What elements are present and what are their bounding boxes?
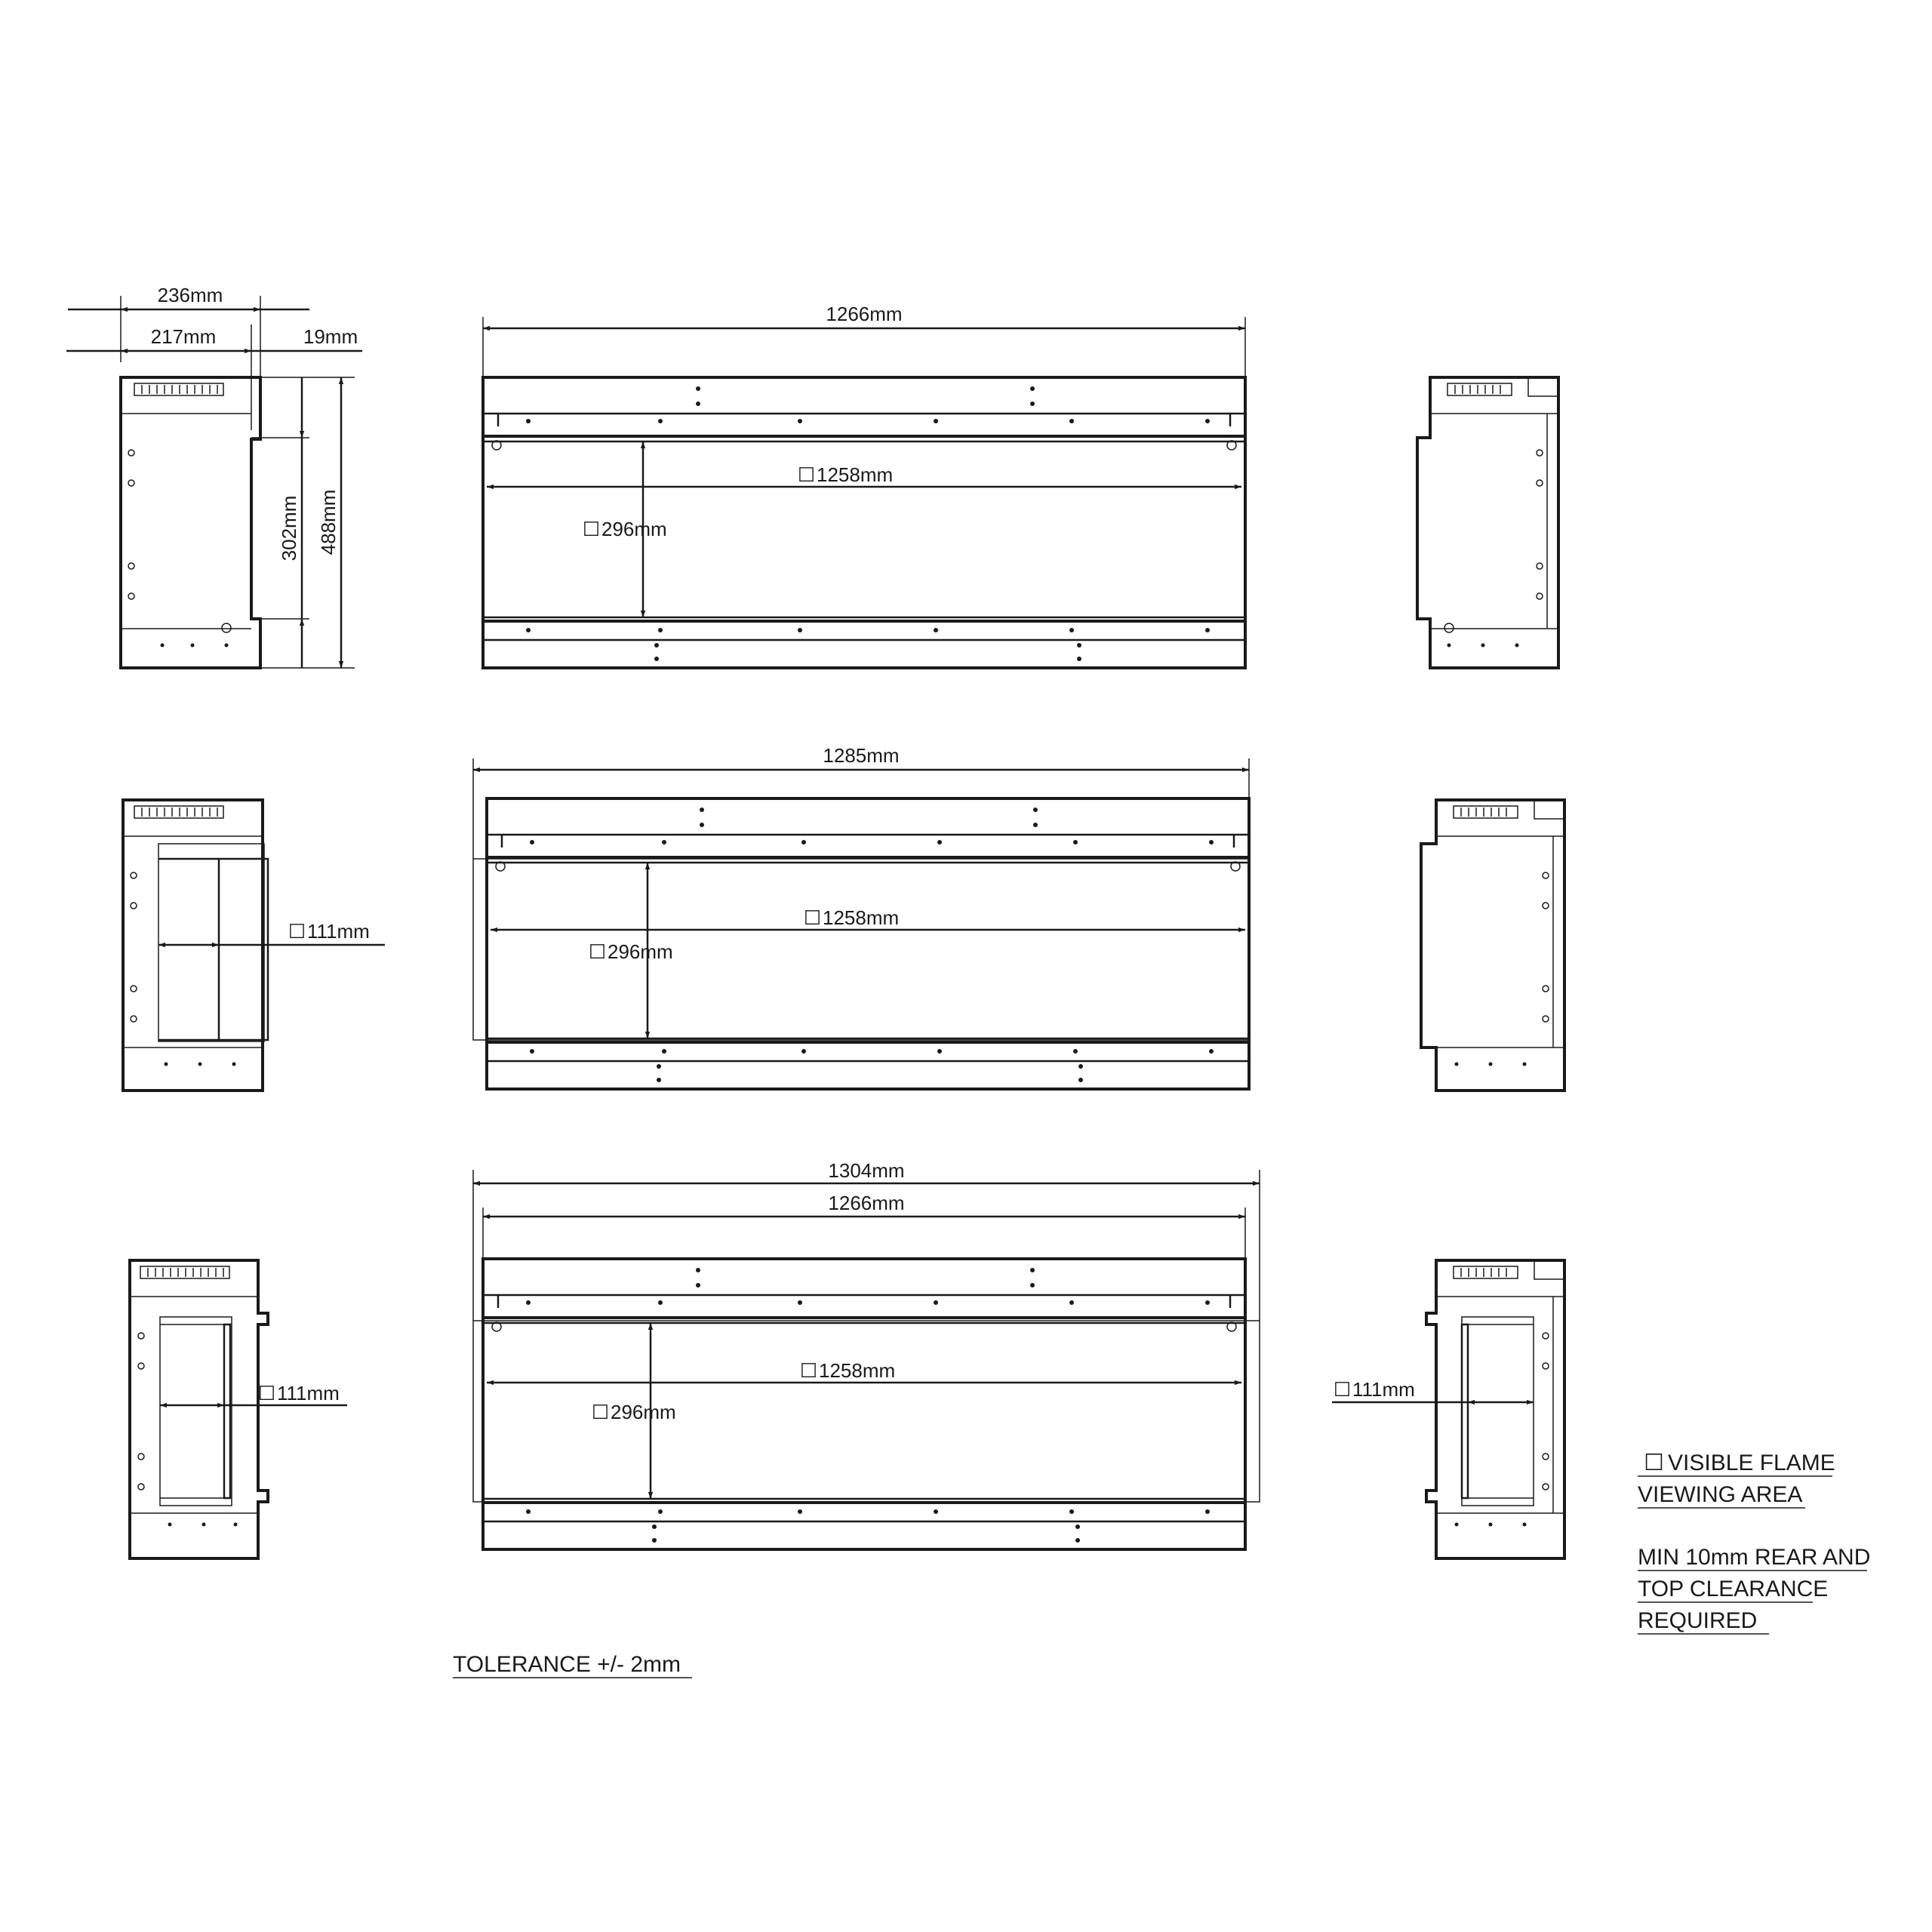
viewing-width-label: 1258mm [817,463,894,486]
vent-slots [1447,383,1512,395]
bottom-left-dimensions [160,1382,347,1405]
viewing-height-label: 296mm [608,940,673,963]
total-height-label: 488mm [317,489,340,555]
viewing-symbol: ☐ [582,518,600,540]
legend-line-1: VISIBLE FLAME [1668,1451,1835,1475]
frame-depth-label: 111mm [277,1382,340,1404]
depth-body-label: 217mm [150,325,217,348]
clearance-line-3: REQUIRED [1638,1608,1758,1633]
viewing-symbol: ☐ [803,906,821,929]
tolerance-note: TOLERANCE +/- 2mm [453,1652,681,1677]
front-width-label: 1285mm [823,744,900,767]
viewing-symbol: ☐ [1644,1451,1664,1475]
legend-line-2: VIEWING AREA [1638,1482,1803,1507]
viewing-width-label: 1258mm [819,1359,896,1382]
top-front-dimensions [483,303,1245,617]
front-width-label: 1266mm [828,1192,905,1214]
vent-slots [134,806,223,818]
viewing-height-label: 302mm [278,495,300,561]
notes [453,1451,1870,1678]
viewing-symbol: ☐ [588,940,606,963]
vent-slots [140,1266,229,1278]
viewing-symbol: ☐ [797,463,815,486]
viewing-symbol: ☐ [799,1359,817,1382]
top-left-side-view [121,377,260,668]
viewing-width-label: 1258mm [823,906,900,929]
frame-depth-label: 111mm [1352,1378,1415,1401]
viewing-symbol: ☐ [288,920,306,943]
vent-slots [1454,806,1518,818]
depth-total-label: 236mm [157,284,223,306]
depth-lip-label: 19mm [303,325,358,348]
middle-front-dimensions [473,744,1249,1038]
viewing-height-label: 296mm [601,518,667,540]
viewing-symbol: ☐ [1333,1378,1351,1401]
viewing-symbol: ☐ [591,1401,609,1423]
vent-slots [1454,1266,1518,1278]
bottom-right-side-view [1426,1260,1564,1558]
bottom-front-dimensions [473,1159,1260,1499]
outer-width-label: 1304mm [828,1159,905,1182]
bottom-right-dimensions [1332,1378,1534,1402]
vent-slots [134,383,223,395]
clearance-line-1: MIN 10mm REAR AND [1638,1545,1871,1570]
clearance-line-2: TOP CLEARANCE [1638,1577,1829,1601]
top-right-side-view [1417,377,1558,668]
middle-right-side-view [1421,800,1564,1091]
viewing-symbol: ☐ [257,1382,275,1404]
front-width-label: 1266mm [826,303,903,325]
top-side-dimensions [66,284,362,668]
bottom-left-side-view [130,1260,268,1558]
viewing-height-label: 296mm [611,1401,676,1423]
frame-depth-label: 111mm [307,920,370,943]
middle-left-dimensions [158,920,385,945]
